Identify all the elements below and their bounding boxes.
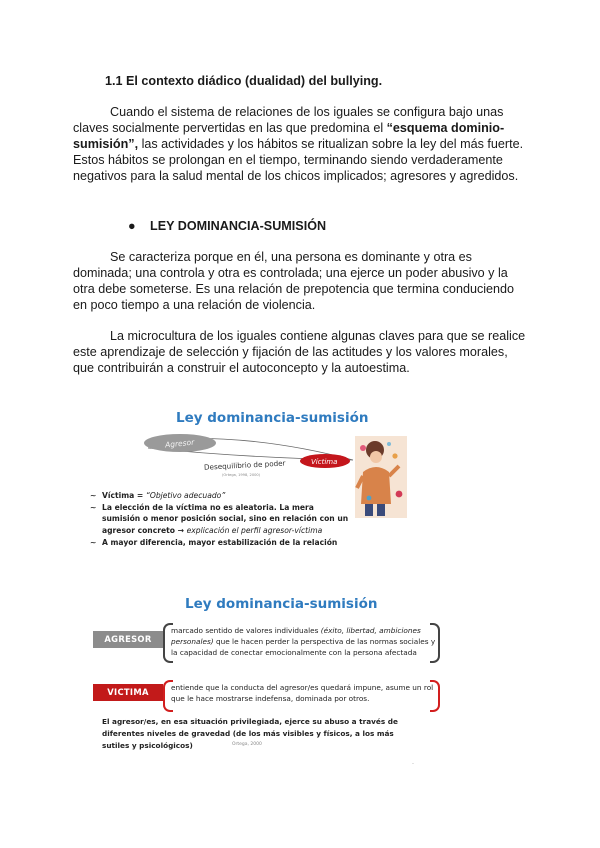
person-icon [355,436,407,518]
list-item-text: A mayor diferencia, mayor estabilización de la relación [102,537,338,547]
agresor-text-a: marcado sentido de valores individuales [171,626,321,635]
agresor-tag: AGRESOR [93,631,163,648]
agresor-text-italic: (éxito, libertad, ambiciones personales) [171,626,421,647]
bullet-heading [128,218,326,234]
figure2-citation: Ortega, 2000 [232,742,262,747]
intro-bold-term: “esquema dominio-sumisión”, [73,121,505,151]
definition-text: Se caracteriza porque en él, una persona es dominante y otra es dominada; una controla y otra es controlada; una ejerce un poder abusivo y la otra debe someterse. Es una relación de prepotencia que termina conduciendo en poco tiempo a una relación de violencia. [73,250,515,312]
list-item [90,537,350,548]
list-item [90,490,350,501]
abuse-levels-text: El agresor/es, en esa situación privilegiada, ejerce su abuso a través de diferentes niveles de gravedad (de los más visibles y físicos, a los más sutiles y psicológicos) [102,717,398,750]
list-item [90,502,350,536]
figure1-citation: (Ortega, 1998, 2000) [222,473,261,477]
tilde-bullet-icon: ∼ [90,503,97,513]
victima-label: Víctima [311,458,338,466]
desequilibrio-label: Desequilibrio de poder [203,458,286,472]
tilde-bullet-icon: ∼ [90,537,97,547]
microculture-paragraph [73,328,528,376]
tilde-bullet-icon: ∼ [90,491,97,500]
bullet-heading-text: LEY DOMINANCIA-SUMISIÓN [150,219,327,233]
agresor-label: Agresor [164,437,195,450]
list-item-text: Víctima = [102,491,146,500]
figure1-list [90,490,350,549]
agresor-text-b: que le hacen perder la perspectiva de las normas sociales y la capacidad de conectar emocionalmente con la persona afectada [171,637,436,658]
section-title: 1.1 El contexto diádico (dualidad) del bullying. [105,74,383,88]
victim-illustration [355,436,407,518]
intro-paragraph [73,104,528,184]
figure1-title: Ley dominancia-sumisión [176,410,369,426]
agresor-description [171,625,437,659]
victima-description: entiende que la conducta del agresor/es quedará impune, asume un rol que le hace mostrarse indefensa, dominada por otros. [171,683,434,704]
list-item-italic: “Objetivo adecuado” [145,491,226,500]
figure2-title: Ley dominancia-sumisión [185,596,378,612]
definition-paragraph [73,249,528,313]
list-item-text: La elección de la víctima no es aleatoria. La mera sumisión o menor posición social, sino en relación con un agresor concreto → [102,503,349,535]
page-mark: · [412,761,414,767]
intro-text-b: las actividades y los hábitos se ritualizan sobre la ley del más fuerte. Estos hábitos se prolongan en el tiempo, terminando siendo verdaderamente negativos para la salud mental de los chicos implicados; agresores y agredidos. [73,137,524,183]
bullet-dot-icon: ● [128,219,136,233]
list-item-italic: explicación el perfil agresor-víctima [186,525,323,535]
victima-tag: VICTIMA [93,684,163,701]
microculture-text: La microcultura de los iguales contiene algunas claves para que se realice este aprendizaje de selección y fijación de las actitudes y los valores morales, que contribuirán a construir el autoconcepto y la autoestima. [73,329,526,375]
intro-text-a: Cuando el sistema de relaciones de los iguales se configura bajo unas claves socialmente pervertidas en las que predomina el [73,105,504,135]
